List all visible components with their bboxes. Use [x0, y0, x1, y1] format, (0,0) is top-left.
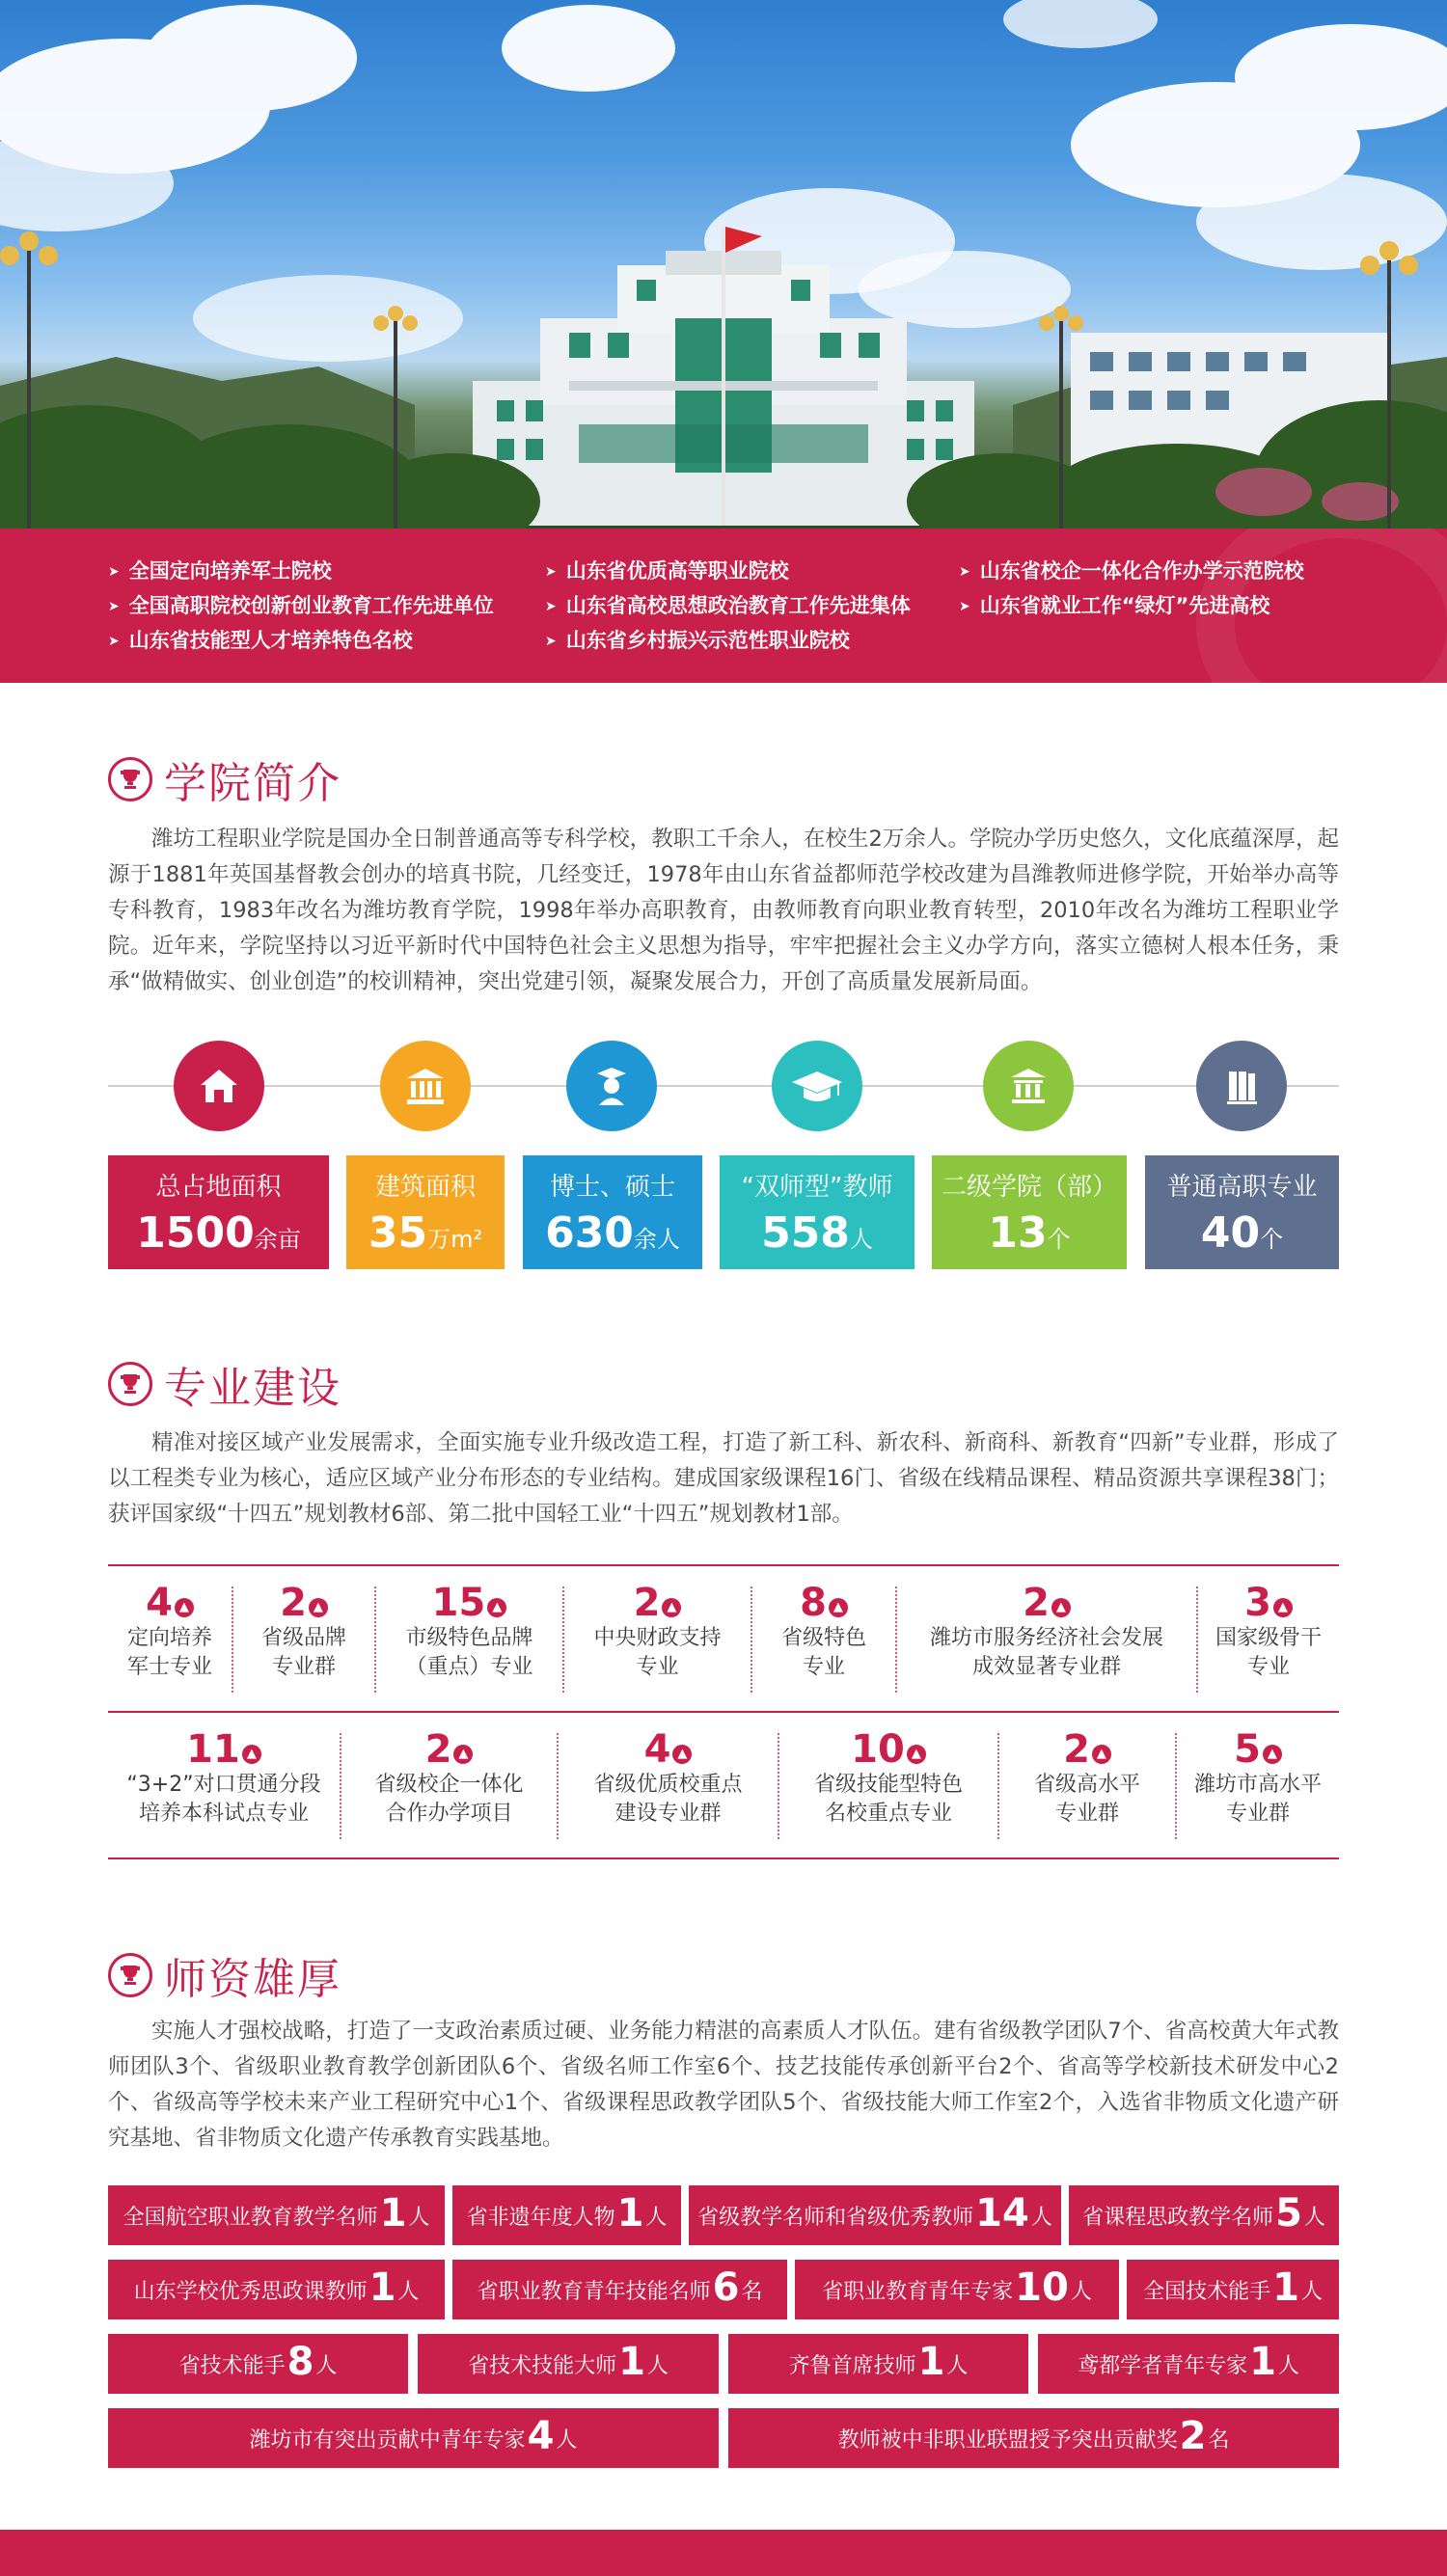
- up-arrow-icon: ▲: [309, 1598, 328, 1617]
- faculty-honor-unit: 人: [646, 2353, 669, 2378]
- faculty-paragraph: 实施人才强校战略，打造了一支政治素质过硬、业务能力精湛的高素质人才队伍。建有省级教学团队7个、省高校黄大年式教师团队3个、省级职业教育教学创新团队6个、省级名师工作室6个、技艺技能传承创新平台2个、省高等学校新技术研发中心2个、省级高等学校未来产业工程研究中心1个、省级课程思政教学团队5个、省级技能大师工作室2个，入选省非物质文化遗产研究基地、省非物质文化遗产传承教育实践基地。: [108, 2019, 1339, 2151]
- table-bottom-rule: [108, 1857, 1339, 1859]
- honor-item: ➤ 山东省乡村振兴示范性职业院校: [545, 625, 850, 654]
- faculty-honor-label: 教师被中非职业联盟授予突出贡献奖: [837, 2427, 1178, 2453]
- faculty-honor-count: 1: [379, 2191, 407, 2236]
- faculty-honor: [452, 2260, 787, 2319]
- major-label: 省级高水平: [1033, 1773, 1140, 1797]
- up-arrow-icon: ▲: [1273, 1598, 1293, 1617]
- major-label: 省级优质校重点: [593, 1773, 743, 1797]
- faculty-honor-unit: 人: [397, 2279, 420, 2304]
- stat-unit: 个: [1260, 1226, 1284, 1253]
- trophy-icon: [108, 1362, 152, 1406]
- intro-paragraph: 潍坊工程职业学院是国办全日制普通高等专科学校，教职工千余人，在校生2万余人。学院办学历史悠久，文化底蕴深厚，起源于1881年英国基督教会创办的培真书院，几经变迁，1978年由山东省益都师范学校改建为昌潍教师进修学院，开始举办高等专科教育，1983年改名为潍坊教育学院，1998年举办高职教育，由教师教育向职业教育转型，2010年改名为潍坊工程职业学院。近年来，学院坚持以习近平新时代中国特色社会主义思想为指导，牢牢把握社会主义办学方向，落实立德树人根本任务，秉承“做精做实、创业创造”的校训精神，突出党建引领，凝聚发展合力，开创了高质量发展新局面。: [108, 827, 1339, 994]
- faculty-honor: [795, 2260, 1119, 2319]
- stat-label: “双师型”教师: [741, 1173, 893, 1202]
- up-arrow-icon: ▲: [175, 1598, 194, 1617]
- faculty-honor-count: 5: [1275, 2191, 1302, 2236]
- major-count: 5: [1234, 1727, 1261, 1772]
- faculty-honor: [728, 2408, 1339, 2468]
- faculty-honor-unit: 人: [315, 2353, 338, 2378]
- faculty-honor: [728, 2334, 1028, 2394]
- stat-value: 558: [761, 1208, 850, 1258]
- major-label: 省级校企一体化: [374, 1773, 524, 1797]
- faculty-honor: [452, 2185, 681, 2245]
- building-icon: [380, 1041, 471, 1131]
- stat-card: [1145, 1155, 1339, 1269]
- stat-unit: 余亩: [254, 1226, 301, 1253]
- faculty-honor: [108, 2408, 719, 2468]
- faculty-honor-count: 8: [287, 2340, 314, 2384]
- major-label: 市级特色品牌: [405, 1626, 533, 1650]
- major-stat: [233, 1582, 374, 1682]
- faculty-honor-count: 1: [618, 2340, 645, 2384]
- home-icon: [174, 1041, 264, 1131]
- faculty-honor-count: 4: [527, 2414, 555, 2458]
- honor-item: ➤ 山东省技能型人才培养特色名校: [108, 625, 413, 654]
- faculty-honor: [108, 2185, 445, 2245]
- faculty-honor-label: 省课程思政教学名师: [1082, 2205, 1274, 2230]
- major-label: 合作办学项目: [385, 1802, 513, 1826]
- stat-value: 13: [988, 1208, 1048, 1258]
- up-arrow-icon: ▲: [1263, 1745, 1282, 1764]
- up-arrow-icon: ▲: [829, 1598, 848, 1617]
- major-label: 建设专业群: [614, 1802, 722, 1826]
- stat-card: [932, 1155, 1127, 1269]
- faculty-honor-unit: 人: [645, 2205, 668, 2230]
- major-stat: [341, 1728, 557, 1829]
- faculty-honor: [108, 2334, 408, 2394]
- honor-band: [0, 529, 1447, 683]
- major-label: 专业群: [1225, 1802, 1290, 1826]
- campus-photo: [0, 0, 1447, 529]
- faculty-honor-unit: 人: [1277, 2353, 1299, 2378]
- stat-value: 1500: [136, 1208, 255, 1258]
- honor-item: ➤ 山东省校企一体化合作办学示范院校: [959, 556, 1304, 584]
- major-label: “3+2”对口贯通分段: [126, 1773, 321, 1797]
- trophy-icon: [108, 757, 152, 801]
- graduate-icon: [566, 1041, 657, 1131]
- faculty-honor-unit: 人: [556, 2427, 578, 2453]
- up-arrow-icon: ▲: [662, 1598, 681, 1617]
- stats-timeline: [108, 1085, 1339, 1087]
- up-arrow-icon: ▲: [672, 1745, 692, 1764]
- major-stat: [108, 1582, 232, 1682]
- faculty-honor-count: 1: [1249, 2340, 1276, 2384]
- faculty-honor: [689, 2185, 1061, 2245]
- major-count: 2: [424, 1727, 452, 1772]
- books-icon: [1196, 1041, 1287, 1131]
- honor-item: ➤ 山东省高校思想政治教育工作先进集体: [545, 590, 911, 619]
- faculty-honor-label: 潍坊市有突出贡献中青年专家: [249, 2427, 526, 2453]
- stat-value: 630: [545, 1208, 634, 1258]
- major-label: 中央财政支持: [593, 1626, 722, 1650]
- up-arrow-icon: ▲: [487, 1598, 506, 1617]
- major-label: 军士专业: [126, 1655, 212, 1679]
- faculty-honor-unit: 人: [1300, 2279, 1323, 2304]
- section-heading-intro: [108, 750, 341, 808]
- major-label: （重点）专业: [405, 1655, 533, 1679]
- major-label: 省级品牌: [260, 1626, 346, 1650]
- up-arrow-icon: ▲: [242, 1745, 261, 1764]
- major-stat: [1198, 1582, 1339, 1682]
- section-title: 学院简介: [164, 759, 341, 808]
- honor-item: ➤ 全国高职院校创新创业教育工作先进单位: [108, 590, 494, 619]
- faculty-honor: [108, 2260, 445, 2319]
- stat-unit: 个: [1047, 1226, 1071, 1253]
- faculty-honor-label: 省非遗年度人物: [466, 2205, 615, 2230]
- table-middle-rule: [108, 1711, 1339, 1713]
- stat-label: 建筑面积: [374, 1173, 476, 1202]
- honor-item: ➤ 山东省就业工作“绿灯”先进高校: [959, 590, 1270, 619]
- faculty-honor-label: 省技术能手: [178, 2353, 286, 2378]
- stat-unit: 人: [849, 1226, 873, 1253]
- mortarboard-icon: [772, 1041, 862, 1131]
- stat-card: [108, 1155, 329, 1269]
- faculty-honor: [418, 2334, 719, 2394]
- section-title: 专业建设: [164, 1364, 341, 1413]
- majors-paragraph: 精准对接区域产业发展需求，全面实施专业升级改造工程，打造了新工科、新农科、新商科、新教育“四新”专业群，形成了以工程类专业为核心，适应区域产业分布形态的专业结构。建成国家级课程16门、省级在线精品课程、精品资源共享课程38门；获评国家级“十四五”规划教材6部、第二批中国轻工业“十四五”规划教材1部。: [108, 1430, 1339, 1527]
- faculty-honor-label: 鸢都学者青年专家: [1078, 2353, 1248, 2378]
- stat-label: 博士、硕士: [549, 1173, 675, 1202]
- faculty-honor-label: 省职业教育青年专家: [822, 2279, 1014, 2304]
- major-label: 培养本科试点专业: [138, 1802, 309, 1826]
- section-title: 师资雄厚: [164, 1955, 341, 2004]
- major-stat: [752, 1582, 895, 1682]
- faculty-honor-count: 1: [616, 2191, 644, 2236]
- faculty-honor-label: 山东学校优秀思政课教师: [133, 2279, 368, 2304]
- major-stat: [999, 1728, 1175, 1829]
- faculty-honor-unit: 人: [1030, 2205, 1052, 2230]
- faculty-honor-label: 省技术技能大师: [468, 2353, 617, 2378]
- major-count: 4: [643, 1727, 671, 1772]
- up-arrow-icon: ▲: [907, 1745, 926, 1764]
- major-stat: [108, 1728, 340, 1829]
- major-label: 专业: [802, 1655, 845, 1679]
- faculty-honor-count: 10: [1015, 2265, 1069, 2310]
- stat-card: [720, 1155, 915, 1269]
- faculty-honor-unit: 人: [1303, 2205, 1325, 2230]
- major-stat: [1177, 1728, 1339, 1829]
- honor-item: ➤ 山东省优质高等职业院校: [545, 556, 789, 584]
- major-label: 专业群: [271, 1655, 336, 1679]
- stat-label: 普通高职专业: [1166, 1173, 1318, 1202]
- major-label: 专业群: [1054, 1802, 1119, 1826]
- stat-unit: 万m²: [427, 1226, 483, 1253]
- faculty-honor-unit: 人: [1070, 2279, 1092, 2304]
- section-heading-majors: [108, 1355, 341, 1413]
- faculty-honor-label: 省职业教育青年技能名师: [477, 2279, 711, 2304]
- major-count: 2: [633, 1581, 661, 1625]
- major-count: 10: [851, 1727, 905, 1772]
- faculty-honor-unit: 名: [741, 2279, 763, 2304]
- stat-value: 40: [1200, 1208, 1261, 1258]
- faculty-honor: [1038, 2334, 1339, 2394]
- major-count: 11: [186, 1727, 240, 1772]
- faculty-honor-count: 1: [917, 2340, 945, 2384]
- major-count: 3: [1244, 1581, 1271, 1625]
- table-top-rule: [108, 1564, 1339, 1566]
- major-count: 4: [146, 1581, 173, 1625]
- faculty-honor-label: 全国航空职业教育教学名师: [123, 2205, 378, 2230]
- faculty-honor-label: 省级教学名师和省级优秀教师: [697, 2205, 974, 2230]
- faculty-honor-unit: 人: [408, 2205, 430, 2230]
- major-count: 15: [431, 1581, 486, 1625]
- major-label: 专业: [636, 1655, 679, 1679]
- major-label: 省级特色: [780, 1626, 866, 1650]
- faculty-honor-count: 2: [1179, 2414, 1207, 2458]
- faculty-honor-count: 14: [975, 2191, 1029, 2236]
- major-count: 2: [280, 1581, 307, 1625]
- major-count: 8: [800, 1581, 827, 1625]
- faculty-honor-count: 6: [712, 2265, 740, 2310]
- faculty-honor-unit: 名: [1208, 2427, 1230, 2453]
- major-label: 国家级骨干: [1215, 1626, 1322, 1650]
- major-label: 省级技能型特色: [813, 1773, 963, 1797]
- major-label: 潍坊市服务经济社会发展: [929, 1626, 1163, 1650]
- major-stat: [897, 1582, 1196, 1682]
- honor-item: ➤ 全国定向培养军士院校: [108, 556, 332, 584]
- faculty-honor: [1127, 2260, 1339, 2319]
- institution-icon: [983, 1041, 1074, 1131]
- faculty-honor-label: 齐鲁首席技师: [788, 2353, 916, 2378]
- stat-label: 总占地面积: [155, 1173, 282, 1202]
- stat-unit: 余人: [633, 1226, 680, 1253]
- major-label: 成效显著专业群: [971, 1655, 1121, 1679]
- stat-card: [523, 1155, 702, 1269]
- stat-label: 二级学院（部）: [941, 1173, 1117, 1202]
- faculty-honor: [1069, 2185, 1339, 2245]
- faculty-honor-count: 1: [1272, 2265, 1299, 2310]
- up-arrow-icon: ▲: [1051, 1598, 1071, 1617]
- major-stat: [376, 1582, 562, 1682]
- campus-building-illustration: [0, 0, 1447, 529]
- faculty-honor-count: 1: [369, 2265, 396, 2310]
- major-count: 2: [1023, 1581, 1050, 1625]
- footer-bar: [0, 2530, 1447, 2576]
- trophy-icon: [108, 1953, 152, 1997]
- major-label: 专业: [1246, 1655, 1290, 1679]
- up-arrow-icon: ▲: [453, 1745, 473, 1764]
- stat-card: [346, 1155, 505, 1269]
- section-heading-faculty: [108, 1946, 341, 2004]
- up-arrow-icon: ▲: [1092, 1745, 1111, 1764]
- major-count: 2: [1063, 1727, 1090, 1772]
- faculty-honor-unit: 人: [946, 2353, 969, 2378]
- major-label: 定向培养: [126, 1626, 212, 1650]
- stat-value: 35: [368, 1208, 428, 1258]
- major-stat: [564, 1582, 751, 1682]
- major-stat: [779, 1728, 997, 1829]
- major-stat: [559, 1728, 778, 1829]
- major-label: 名校重点专业: [824, 1802, 952, 1826]
- major-label: 潍坊市高水平: [1193, 1773, 1322, 1797]
- faculty-honor-label: 全国技术能手: [1143, 2279, 1271, 2304]
